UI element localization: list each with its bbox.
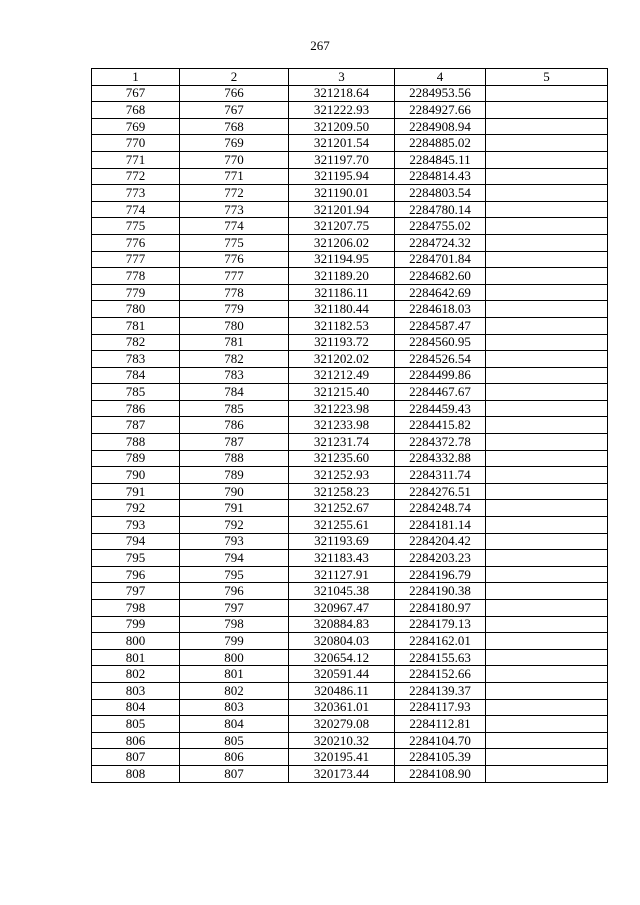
table-cell-col-4: 2284526.54: [395, 351, 486, 368]
table-cell-col-4: 2284845.11: [395, 151, 486, 168]
table-cell-col-3: 321193.69: [289, 533, 395, 550]
table-cell-col-5: [486, 351, 608, 368]
table-cell-col-2: 783: [180, 367, 289, 384]
table-cell-col-4: 2284372.78: [395, 434, 486, 451]
table-row: [92, 301, 608, 318]
table-cell-col-1: 795: [92, 550, 180, 567]
table-row: [92, 500, 608, 517]
table-cell-col-3: 320654.12: [289, 649, 395, 666]
table-cell-col-1: 794: [92, 533, 180, 550]
table-cell-col-5: [486, 483, 608, 500]
table-cell-col-3: 321127.91: [289, 566, 395, 583]
table-cell-col-2: 772: [180, 185, 289, 202]
table-cell-col-5: [486, 168, 608, 185]
table-cell-col-3: 321045.38: [289, 583, 395, 600]
table-cell-col-2: 790: [180, 483, 289, 500]
table-row: [92, 417, 608, 434]
table-cell-col-1: 807: [92, 749, 180, 766]
table-cell-col-2: 803: [180, 699, 289, 716]
table-row: [92, 218, 608, 235]
table-cell-col-1: 778: [92, 268, 180, 285]
column-header-3: 3: [289, 69, 395, 86]
table-cell-col-4: 2284204.42: [395, 533, 486, 550]
table-cell-col-1: 786: [92, 400, 180, 417]
table-row: [92, 284, 608, 301]
page-number: 267: [310, 38, 330, 53]
table-row: [92, 434, 608, 451]
column-header-1: 1: [92, 69, 180, 86]
table-cell-col-3: 321202.02: [289, 351, 395, 368]
table-cell-col-4: 2284105.39: [395, 749, 486, 766]
table-cell-col-1: 798: [92, 600, 180, 617]
table-cell-col-3: 321231.74: [289, 434, 395, 451]
table-cell-col-1: 776: [92, 234, 180, 251]
table-cell-col-5: [486, 85, 608, 102]
table-row: [92, 102, 608, 119]
table-cell-col-5: [486, 317, 608, 334]
table-cell-col-4: 2284953.56: [395, 85, 486, 102]
table-row: [92, 616, 608, 633]
table-cell-col-5: [486, 301, 608, 318]
table-cell-col-1: 808: [92, 765, 180, 782]
table-cell-col-5: [486, 135, 608, 152]
table-cell-col-4: 2284908.94: [395, 118, 486, 135]
table-row: [92, 450, 608, 467]
table-cell-col-3: 321223.98: [289, 400, 395, 417]
table-cell-col-5: [486, 384, 608, 401]
table-cell-col-3: 321182.53: [289, 317, 395, 334]
table-row: [92, 600, 608, 617]
table-cell-col-5: [486, 234, 608, 251]
table-cell-col-2: 787: [180, 434, 289, 451]
table-cell-col-2: 786: [180, 417, 289, 434]
table-cell-col-4: 2284803.54: [395, 185, 486, 202]
table-cell-col-2: 807: [180, 765, 289, 782]
table-cell-col-1: 799: [92, 616, 180, 633]
table-cell-col-3: 321193.72: [289, 334, 395, 351]
table-cell-col-4: 2284415.82: [395, 417, 486, 434]
table-row: [92, 268, 608, 285]
table-cell-col-1: 784: [92, 367, 180, 384]
table-row: [92, 118, 608, 135]
table-cell-col-3: 321189.20: [289, 268, 395, 285]
table-cell-col-5: [486, 118, 608, 135]
table-row: [92, 716, 608, 733]
table-cell-col-4: 2284755.02: [395, 218, 486, 235]
table-cell-col-4: 2284139.37: [395, 682, 486, 699]
table-cell-col-2: 794: [180, 550, 289, 567]
table-cell-col-5: [486, 550, 608, 567]
table-cell-col-1: 769: [92, 118, 180, 135]
table-cell-col-4: 2284724.32: [395, 234, 486, 251]
table-row: [92, 566, 608, 583]
table-row: [92, 185, 608, 202]
table-body: [92, 85, 608, 782]
table-cell-col-1: 791: [92, 483, 180, 500]
table-row: [92, 317, 608, 334]
table-row: [92, 699, 608, 716]
table-cell-col-5: [486, 749, 608, 766]
table-cell-col-2: 800: [180, 649, 289, 666]
table-cell-col-5: [486, 765, 608, 782]
table-cell-col-5: [486, 699, 608, 716]
table-cell-col-2: 806: [180, 749, 289, 766]
table-cell-col-5: [486, 666, 608, 683]
table-cell-col-3: 321222.93: [289, 102, 395, 119]
table-cell-col-1: 806: [92, 732, 180, 749]
table-cell-col-5: [486, 151, 608, 168]
table-row: [92, 85, 608, 102]
table-cell-col-4: 2284196.79: [395, 566, 486, 583]
table-cell-col-3: 321258.23: [289, 483, 395, 500]
table-cell-col-1: 772: [92, 168, 180, 185]
table-cell-col-4: 2284642.69: [395, 284, 486, 301]
table-cell-col-5: [486, 268, 608, 285]
table-row: [92, 251, 608, 268]
table-cell-col-1: 781: [92, 317, 180, 334]
table-row: [92, 749, 608, 766]
table-cell-col-2: 766: [180, 85, 289, 102]
table-row: [92, 517, 608, 534]
table-cell-col-1: 803: [92, 682, 180, 699]
table-cell-col-5: [486, 251, 608, 268]
table-cell-col-2: 771: [180, 168, 289, 185]
table-cell-col-5: [486, 517, 608, 534]
table-cell-col-1: 796: [92, 566, 180, 583]
table-cell-col-4: 2284203.23: [395, 550, 486, 567]
table-row: [92, 649, 608, 666]
table-cell-col-3: 320361.01: [289, 699, 395, 716]
column-header-5: 5: [486, 69, 608, 86]
table-cell-col-3: 321201.94: [289, 201, 395, 218]
table-cell-col-2: 784: [180, 384, 289, 401]
table-cell-col-5: [486, 716, 608, 733]
table-row: [92, 384, 608, 401]
column-header-4: 4: [395, 69, 486, 86]
table-cell-col-2: 804: [180, 716, 289, 733]
table-cell-col-4: 2284701.84: [395, 251, 486, 268]
table-header-row: [92, 69, 608, 86]
table-cell-col-2: 795: [180, 566, 289, 583]
table-cell-col-2: 780: [180, 317, 289, 334]
table-cell-col-1: 787: [92, 417, 180, 434]
table-cell-col-4: 2284162.01: [395, 633, 486, 650]
table-cell-col-2: 802: [180, 682, 289, 699]
table-cell-col-3: 320804.03: [289, 633, 395, 650]
table-cell-col-4: 2284181.14: [395, 517, 486, 534]
table-row: [92, 151, 608, 168]
table-cell-col-2: 797: [180, 600, 289, 617]
table-row: [92, 682, 608, 699]
table-cell-col-3: 320591.44: [289, 666, 395, 683]
table-cell-col-3: 321190.01: [289, 185, 395, 202]
table-cell-col-2: 773: [180, 201, 289, 218]
table-cell-col-1: 773: [92, 185, 180, 202]
table-row: [92, 765, 608, 782]
table-cell-col-1: 771: [92, 151, 180, 168]
table-row: [92, 201, 608, 218]
table-cell-col-3: 321194.95: [289, 251, 395, 268]
table-cell-col-1: 779: [92, 284, 180, 301]
table-cell-col-3: 321195.94: [289, 168, 395, 185]
table-cell-col-4: 2284112.81: [395, 716, 486, 733]
table-cell-col-5: [486, 583, 608, 600]
table-row: [92, 400, 608, 417]
table-cell-col-1: 768: [92, 102, 180, 119]
table-cell-col-5: [486, 201, 608, 218]
table-cell-col-3: 321233.98: [289, 417, 395, 434]
table-cell-col-5: [486, 185, 608, 202]
table-row: [92, 135, 608, 152]
table-cell-col-3: 320210.32: [289, 732, 395, 749]
table-cell-col-4: 2284618.03: [395, 301, 486, 318]
table-cell-col-4: 2284276.51: [395, 483, 486, 500]
table-cell-col-4: 2284104.70: [395, 732, 486, 749]
table-row: [92, 533, 608, 550]
table-cell-col-1: 780: [92, 301, 180, 318]
table-row: [92, 633, 608, 650]
table-row: [92, 334, 608, 351]
table-cell-col-5: [486, 102, 608, 119]
table-cell-col-3: 321215.40: [289, 384, 395, 401]
table-cell-col-4: 2284780.14: [395, 201, 486, 218]
column-header-2: 2: [180, 69, 289, 86]
table-cell-col-1: 783: [92, 351, 180, 368]
table-cell-col-3: 321186.11: [289, 284, 395, 301]
table-cell-col-5: [486, 450, 608, 467]
table-cell-col-2: 770: [180, 151, 289, 168]
table-cell-col-2: 775: [180, 234, 289, 251]
table-row: [92, 550, 608, 567]
table-cell-col-3: 321209.50: [289, 118, 395, 135]
table-cell-col-4: 2284152.66: [395, 666, 486, 683]
table-cell-col-5: [486, 533, 608, 550]
table-cell-col-2: 769: [180, 135, 289, 152]
table-cell-col-2: 791: [180, 500, 289, 517]
table-cell-col-5: [486, 616, 608, 633]
table-cell-col-3: 321180.44: [289, 301, 395, 318]
table-cell-col-4: 2284248.74: [395, 500, 486, 517]
table-cell-col-1: 767: [92, 85, 180, 102]
table-cell-col-5: [486, 566, 608, 583]
table-cell-col-5: [486, 417, 608, 434]
table-row: [92, 351, 608, 368]
table-cell-col-4: 2284560.95: [395, 334, 486, 351]
table-cell-col-4: 2284332.88: [395, 450, 486, 467]
table-row: [92, 666, 608, 683]
table-cell-col-3: 320486.11: [289, 682, 395, 699]
table-cell-col-5: [486, 400, 608, 417]
table-cell-col-1: 793: [92, 517, 180, 534]
table-cell-col-3: 320195.41: [289, 749, 395, 766]
table-cell-col-3: 320884.83: [289, 616, 395, 633]
coordinates-table: [91, 68, 608, 783]
table-cell-col-2: 776: [180, 251, 289, 268]
table-cell-col-2: 805: [180, 732, 289, 749]
table-cell-col-5: [486, 434, 608, 451]
table-cell-col-5: [486, 334, 608, 351]
table-cell-col-3: 321197.70: [289, 151, 395, 168]
table-cell-col-3: 321201.54: [289, 135, 395, 152]
table-cell-col-3: 321252.93: [289, 467, 395, 484]
table-cell-col-2: 767: [180, 102, 289, 119]
table-cell-col-1: 801: [92, 649, 180, 666]
table-cell-col-1: 774: [92, 201, 180, 218]
table-row: [92, 367, 608, 384]
table-cell-col-2: 778: [180, 284, 289, 301]
table-row: [92, 732, 608, 749]
table-cell-col-1: 805: [92, 716, 180, 733]
table-cell-col-4: 2284155.63: [395, 649, 486, 666]
table-cell-col-5: [486, 500, 608, 517]
table-row: [92, 234, 608, 251]
table-cell-col-3: 321212.49: [289, 367, 395, 384]
table-cell-col-5: [486, 732, 608, 749]
table-row: [92, 583, 608, 600]
table-cell-col-4: 2284190.38: [395, 583, 486, 600]
table-cell-col-2: 792: [180, 517, 289, 534]
table-cell-col-4: 2284467.67: [395, 384, 486, 401]
table-cell-col-1: 775: [92, 218, 180, 235]
table-cell-col-5: [486, 682, 608, 699]
table-cell-col-3: 320173.44: [289, 765, 395, 782]
table-cell-col-4: 2284885.02: [395, 135, 486, 152]
table-cell-col-4: 2284927.66: [395, 102, 486, 119]
table-cell-col-1: 770: [92, 135, 180, 152]
table-cell-col-4: 2284179.13: [395, 616, 486, 633]
table-cell-col-2: 768: [180, 118, 289, 135]
table-cell-col-3: 321183.43: [289, 550, 395, 567]
table-cell-col-3: 321207.75: [289, 218, 395, 235]
table-cell-col-2: 777: [180, 268, 289, 285]
table-cell-col-4: 2284459.43: [395, 400, 486, 417]
table-cell-col-5: [486, 284, 608, 301]
table-cell-col-4: 2284814.43: [395, 168, 486, 185]
table-cell-col-1: 790: [92, 467, 180, 484]
table-cell-col-1: 804: [92, 699, 180, 716]
table-cell-col-1: 802: [92, 666, 180, 683]
table-cell-col-3: 320967.47: [289, 600, 395, 617]
table-cell-col-1: 789: [92, 450, 180, 467]
table-cell-col-5: [486, 467, 608, 484]
table-cell-col-2: 779: [180, 301, 289, 318]
table-cell-col-2: 793: [180, 533, 289, 550]
table-cell-col-4: 2284311.74: [395, 467, 486, 484]
table-cell-col-4: 2284587.47: [395, 317, 486, 334]
table-row: [92, 168, 608, 185]
table-cell-col-3: 321218.64: [289, 85, 395, 102]
table-cell-col-5: [486, 367, 608, 384]
table-cell-col-4: 2284117.93: [395, 699, 486, 716]
table-cell-col-2: 782: [180, 351, 289, 368]
table-cell-col-2: 801: [180, 666, 289, 683]
table-cell-col-1: 782: [92, 334, 180, 351]
table-cell-col-1: 792: [92, 500, 180, 517]
table-cell-col-5: [486, 600, 608, 617]
table-cell-col-5: [486, 649, 608, 666]
table-cell-col-2: 781: [180, 334, 289, 351]
table-cell-col-3: 321255.61: [289, 517, 395, 534]
table-row: [92, 483, 608, 500]
table-cell-col-1: 785: [92, 384, 180, 401]
table-cell-col-5: [486, 633, 608, 650]
table-cell-col-3: 321235.60: [289, 450, 395, 467]
table-cell-col-4: 2284682.60: [395, 268, 486, 285]
table-cell-col-3: 320279.08: [289, 716, 395, 733]
table-cell-col-2: 788: [180, 450, 289, 467]
table-cell-col-3: 321252.67: [289, 500, 395, 517]
table-cell-col-2: 789: [180, 467, 289, 484]
table-cell-col-1: 788: [92, 434, 180, 451]
table-cell-col-3: 321206.02: [289, 234, 395, 251]
table-cell-col-5: [486, 218, 608, 235]
table-cell-col-1: 777: [92, 251, 180, 268]
table-cell-col-4: 2284499.86: [395, 367, 486, 384]
table-row: [92, 467, 608, 484]
table-cell-col-4: 2284180.97: [395, 600, 486, 617]
table-cell-col-4: 2284108.90: [395, 765, 486, 782]
table-cell-col-2: 796: [180, 583, 289, 600]
table-cell-col-2: 799: [180, 633, 289, 650]
table-cell-col-2: 798: [180, 616, 289, 633]
table-cell-col-2: 774: [180, 218, 289, 235]
table-cell-col-2: 785: [180, 400, 289, 417]
table-cell-col-1: 797: [92, 583, 180, 600]
table-cell-col-1: 800: [92, 633, 180, 650]
